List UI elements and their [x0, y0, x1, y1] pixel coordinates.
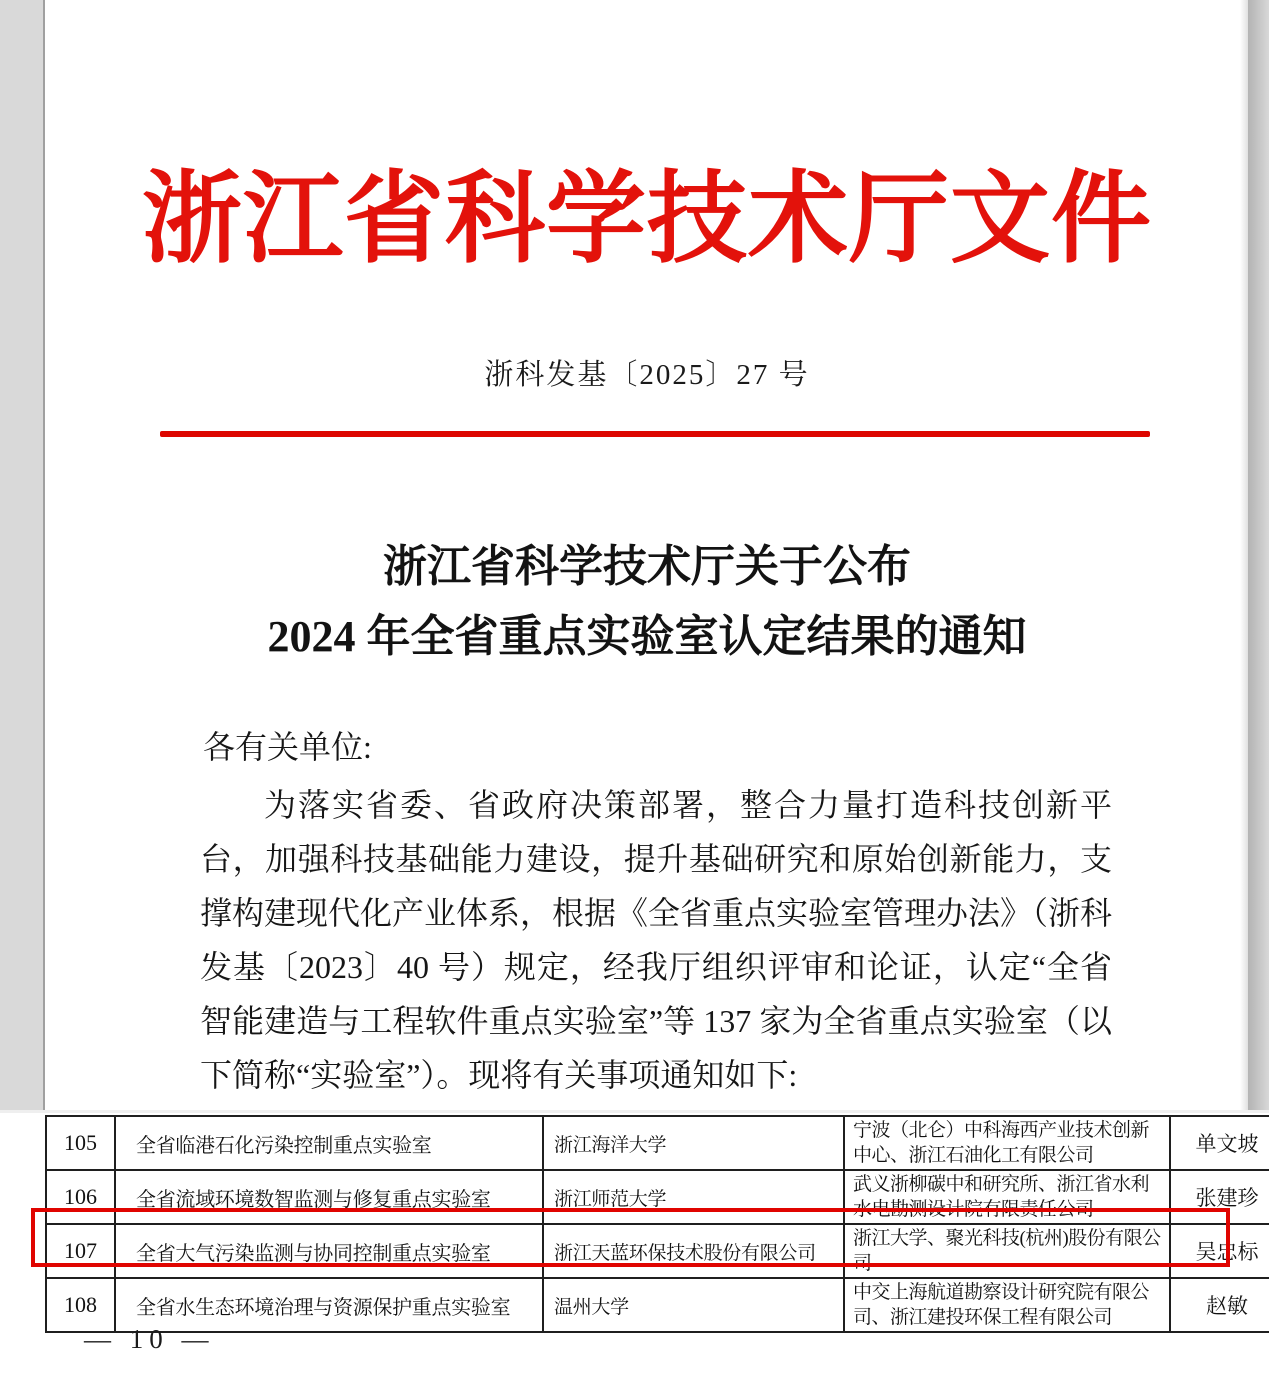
scan-left-margin — [0, 0, 45, 1112]
salutation: 各有关单位: — [203, 729, 372, 765]
scan-right-margin — [1248, 0, 1269, 1112]
body-paragraph: 为落实省委、省政府决策部署，整合力量打造科技创新平台，加强科技基础能力建设，提升基础研究和原始创新能力，支撑构建现代化产业体系，根据《全省重点实验室管理办法》（浙科发基〔2023〕40 号）规定，经我厅组织评审和论证，认定“全省智能建造与工程软件重点实验室”等 137 家为全省重点实验室（以下简称“实验室”）。现将有关事项通知如下: — [200, 787, 1112, 1093]
row-number-cell: 105 — [46, 1116, 115, 1170]
host-unit-cell: 浙江师范大学 — [543, 1170, 844, 1224]
letterhead-title: 浙江省科学技术厅文件 — [142, 164, 1152, 275]
partner-units-cell: 武义浙柳碳中和研究所、浙江省水利水电勘测设计院有限责任公司 — [844, 1170, 1170, 1224]
host-unit-cell: 温州大学 — [543, 1278, 844, 1332]
partner-units-cell: 浙江大学、聚光科技(杭州)股份有限公司 — [844, 1224, 1170, 1278]
director-cell: 吴忠标 — [1170, 1224, 1269, 1278]
table-row-105 — [46, 1116, 1269, 1170]
table-row-107 — [46, 1224, 1269, 1278]
director-cell: 张建珍 — [1170, 1170, 1269, 1224]
row-number-cell: 108 — [46, 1278, 115, 1332]
lab-name-cell: 全省大气污染监测与协同控制重点实验室 — [115, 1224, 543, 1278]
director-cell: 单文坡 — [1170, 1116, 1269, 1170]
table-row-108 — [46, 1278, 1269, 1332]
host-unit-cell: 浙江海洋大学 — [543, 1116, 844, 1170]
lab-name-cell: 全省流域环境数智监测与修复重点实验室 — [115, 1170, 543, 1224]
page-number: — 10 — — [84, 1324, 215, 1354]
scan-seam — [0, 1110, 1269, 1113]
labs-table — [45, 1115, 1269, 1333]
notice-title-line1: 浙江省科学技术厅关于公布 — [383, 542, 911, 591]
lab-name-cell: 全省水生态环境治理与资源保护重点实验室 — [115, 1278, 543, 1332]
doc-number: 浙科发基〔2025〕27 号 — [484, 359, 810, 391]
director-cell: 赵敏 — [1170, 1278, 1269, 1332]
partner-units-cell: 中交上海航道勘察设计研究院有限公司、浙江建投环保工程有限公司 — [844, 1278, 1170, 1332]
row-number-cell: 107 — [46, 1224, 115, 1278]
notice-title-line2: 2024 年全省重点实验室认定结果的通知 — [267, 612, 1027, 661]
lab-name-cell: 全省临港石化污染控制重点实验室 — [115, 1116, 543, 1170]
table-row-106 — [46, 1170, 1269, 1224]
partner-units-cell: 宁波（北仑）中科海西产业技术创新中心、浙江石油化工有限公司 — [844, 1116, 1170, 1170]
row-number-cell: 106 — [46, 1170, 115, 1224]
host-unit-cell: 浙江天蓝环保技术股份有限公司 — [543, 1224, 844, 1278]
red-separator-line — [160, 431, 1150, 437]
